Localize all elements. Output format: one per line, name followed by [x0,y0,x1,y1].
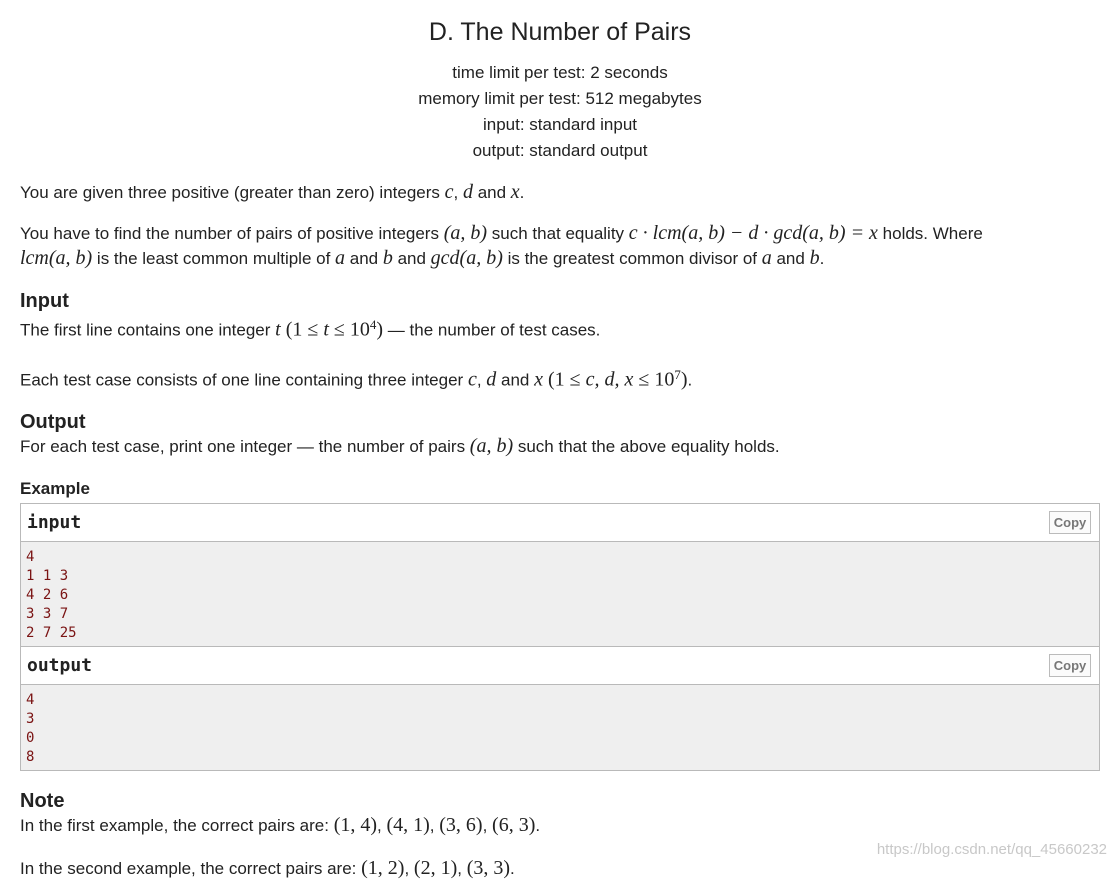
math: x [534,368,543,391]
example-section [20,479,1100,771]
text: You are given three positive (greater than zero) integers [20,183,445,202]
problem-title: D. The Number of Pairs [428,18,692,46]
math: b [809,247,820,269]
text: is the greatest common divisor of [502,249,762,268]
text: holds. Where [877,224,983,243]
math: (6, 3) [492,814,536,837]
math: (1, 2) [361,857,405,880]
watermark: https://blog.csdn.net/qq_45660232 [876,841,1107,858]
memory-limit: memory limit per test: 512 megabytes [418,89,702,108]
math: t [323,318,329,341]
math: (a, b) [469,435,514,458]
math: (1, 4) [333,814,378,837]
math: (3, 6) [439,814,483,837]
math: b [382,247,393,269]
text: . [687,370,693,390]
text: The first line contains one integer [20,320,276,340]
text: , [453,183,463,202]
output-line: 0 [26,730,35,747]
text: , [377,816,387,836]
text: For each test case, print one integer — the number of pairs [20,437,470,457]
text: , [404,859,414,879]
math: d [486,368,497,391]
text: In the first example, the correct pairs are: [20,816,334,836]
output-heading: Output [20,411,86,434]
math: ≤ 10 [328,318,370,341]
problem-header [20,17,1100,164]
text: such that equality [487,224,629,243]
example-box [20,503,1100,771]
text: such that the above equality holds. [513,437,780,457]
input-line-1 [20,313,1100,343]
output-line: 4 [26,692,35,709]
text: , [476,370,487,390]
text: and [472,183,511,202]
text: In the second example, the correct pairs are: [20,859,362,879]
text: . [510,859,515,879]
problem-page [20,0,1100,881]
math: (1 ≤ [542,368,586,391]
output-box-label: output [27,655,93,677]
math: c [467,368,477,391]
math: a [335,247,346,269]
text: You have to find the number of pairs of positive integers [20,224,444,243]
note-line-2 [20,856,1100,881]
math: c · lcm(a, b) − d · gcd(a, b) = x [628,222,878,244]
math: c [444,181,454,203]
input-heading: Input [20,290,69,312]
input-section [20,289,1100,392]
math: (4, 1) [386,814,430,837]
text: and [496,370,535,390]
output-line: 3 [26,711,35,728]
input-box-label: input [27,512,82,534]
input-line: 4 [26,549,35,566]
math-superscript: 7 [674,366,681,382]
text: . [535,816,541,836]
math: t [275,318,281,341]
text: . [519,183,525,202]
output-spec: output: standard output [472,141,648,160]
math: ≤ 10 [633,368,675,391]
statement-paragraph-2 [20,221,1100,271]
math: gcd(a, b) [430,247,503,269]
text: — the number of test cases. [383,320,601,340]
math: a [761,247,772,269]
input-line: 2 7 25 [26,625,77,642]
text: and [392,249,431,268]
math: d [462,181,473,203]
math: x [510,181,520,203]
output-line: 8 [26,749,35,766]
time-limit: time limit per test: 2 seconds [452,63,668,82]
text: Each test case consists of one line containing three integer [20,370,468,390]
math: (2, 1) [413,857,458,880]
note-section [20,789,1100,881]
example-heading: Example [20,479,90,499]
output-box-content [21,685,1099,770]
input-line: 1 1 3 [26,568,69,585]
statement-paragraph-1 [20,180,1100,205]
input-box-header [21,504,1099,542]
input-line: 3 3 7 [26,606,69,623]
math: (a, b) [443,222,488,244]
text: and [345,249,383,268]
note-line-1 [20,813,1100,838]
output-line-1 [20,434,1100,459]
text: is the least common multiple of [92,249,336,268]
text: and [771,249,810,268]
text: . [819,249,825,268]
input-line-2 [20,363,1100,393]
math: (3, 3) [466,857,511,880]
problem-statement [20,180,1100,271]
note-heading: Note [20,790,65,813]
input-box-content [21,542,1099,646]
math: lcm(a, b) [20,247,93,269]
output-box-header [21,646,1099,685]
text: , [482,816,493,836]
output-section [20,410,1100,459]
input-line: 4 2 6 [26,587,69,604]
math: c, d, x [585,368,634,391]
copy-output-button[interactable]: Copy [1049,654,1091,677]
math: (1 ≤ [280,318,324,341]
input-spec: input: standard input [482,115,638,134]
copy-input-button[interactable]: Copy [1049,511,1091,534]
math-superscript: 4 [369,317,377,332]
text: , [429,816,440,836]
math: ) [680,368,688,391]
text: , [457,859,467,879]
math: ) [376,318,384,341]
